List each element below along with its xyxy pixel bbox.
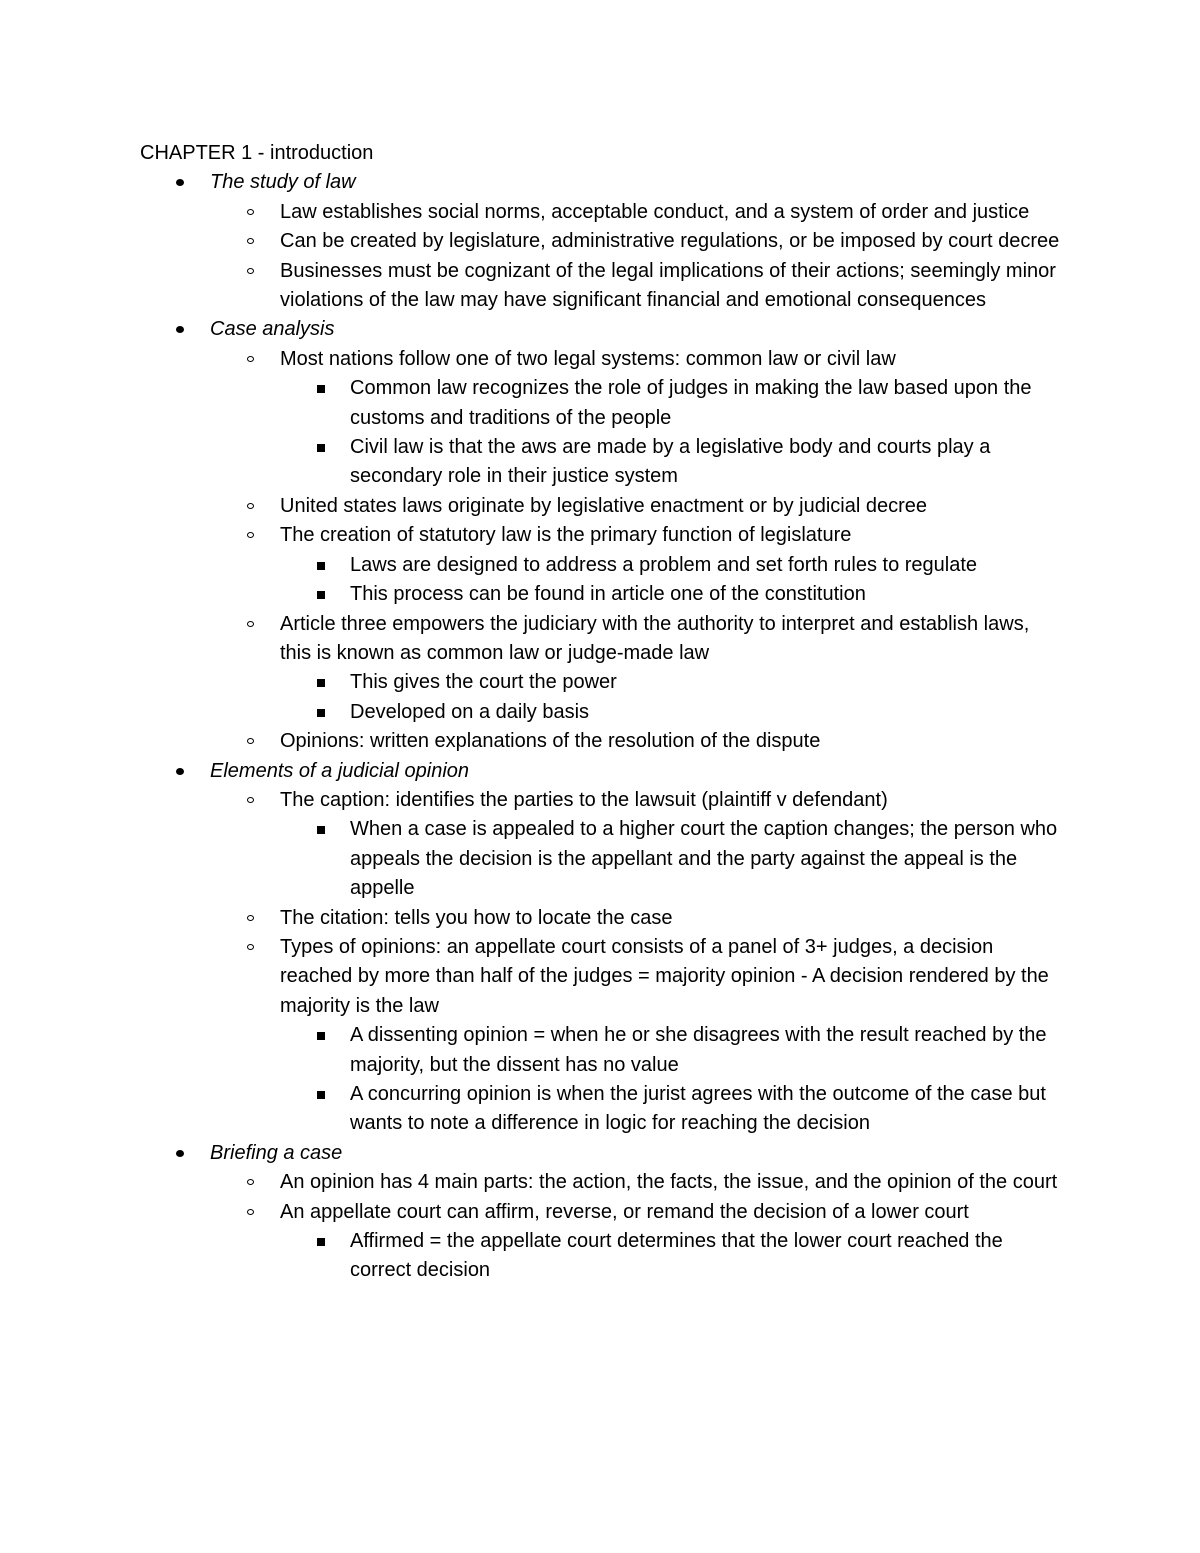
- nested-list: [140, 551, 1060, 610]
- section-title: The study of law: [210, 171, 356, 194]
- filled-bullet-icon: [176, 768, 184, 775]
- list-item-text: The caption: identifies the parties to the lawsuit (plaintiff v defendant): [280, 788, 888, 811]
- hollow-bullet-icon: [247, 1209, 254, 1215]
- nested-item-text: Laws are designed to address a problem and set forth rules to regulate: [350, 553, 978, 576]
- hollow-bullet-icon: [247, 532, 254, 538]
- list-item-text: The creation of statutory law is the primary function of legislature: [280, 524, 852, 547]
- filled-bullet-icon: [176, 1150, 184, 1157]
- list-item-text: Can be created by legislature, administrative regulations, or be imposed by court decree: [280, 230, 1060, 253]
- nested-list-item: [140, 698, 1060, 727]
- nested-item-text: A concurring opinion is when the jurist agrees with the outcome of the case but wants to note a difference in logic for reaching the decision: [350, 1083, 1046, 1135]
- list-item: [140, 904, 1060, 933]
- sub-list: [140, 786, 1060, 1139]
- square-bullet-icon: [317, 562, 325, 570]
- square-bullet-icon: [317, 826, 325, 834]
- list-item: [140, 345, 1060, 492]
- nested-list-item: [140, 1021, 1060, 1080]
- square-bullet-icon: [317, 1238, 325, 1246]
- list-item: [140, 521, 1060, 609]
- list-item-text: Law establishes social norms, acceptable conduct, and a system of order and justice: [280, 200, 1030, 223]
- hollow-bullet-icon: [247, 209, 254, 215]
- square-bullet-icon: [317, 1032, 325, 1040]
- nested-list-item: [140, 580, 1060, 609]
- list-item: [140, 933, 1060, 1139]
- hollow-bullet-icon: [247, 268, 254, 274]
- square-bullet-icon: [317, 591, 325, 599]
- section-title: Case analysis: [210, 318, 335, 341]
- nested-item-text: Affirmed = the appellate court determines that the lower court reached the correct decision: [350, 1230, 1003, 1282]
- list-item-text: An opinion has 4 main parts: the action, the facts, the issue, and the opinion of the court: [280, 1171, 1058, 1194]
- section-title: Briefing a case: [210, 1141, 343, 1164]
- square-bullet-icon: [317, 709, 325, 717]
- nested-list-item: [140, 374, 1060, 433]
- sub-list: [140, 345, 1060, 757]
- list-item-text: An appellate court can affirm, reverse, or remand the decision of a lower court: [280, 1200, 969, 1223]
- hollow-bullet-icon: [247, 915, 254, 921]
- hollow-bullet-icon: [247, 1179, 254, 1185]
- square-bullet-icon: [317, 385, 325, 393]
- list-item: [140, 786, 1060, 904]
- nested-list-item: [140, 433, 1060, 492]
- nested-list-item: [140, 1227, 1060, 1286]
- nested-item-text: Developed on a daily basis: [350, 700, 590, 723]
- filled-bullet-icon: [176, 326, 184, 333]
- nested-list: [140, 1227, 1060, 1286]
- sub-list: [140, 1168, 1060, 1286]
- square-bullet-icon: [317, 1091, 325, 1099]
- nested-list: [140, 1021, 1060, 1139]
- hollow-bullet-icon: [247, 503, 254, 509]
- hollow-bullet-icon: [247, 356, 254, 362]
- hollow-bullet-icon: [247, 238, 254, 244]
- section-item: [140, 315, 1060, 756]
- section-title: Elements of a judicial opinion: [210, 759, 470, 782]
- section-item: [140, 1139, 1060, 1286]
- filled-bullet-icon: [176, 179, 184, 186]
- nested-item-text: This process can be found in article one of the constitution: [350, 583, 866, 606]
- list-item: [140, 610, 1060, 728]
- square-bullet-icon: [317, 444, 325, 452]
- nested-item-text: This gives the court the power: [350, 671, 617, 694]
- list-item-text: United states laws originate by legislative enactment or by judicial decree: [280, 494, 928, 517]
- nested-item-text: When a case is appealed to a higher court the caption changes; the person who appeals the decision is the appellant and the party against the appeal is the appelle: [350, 818, 1058, 900]
- nested-list-item: [140, 1080, 1060, 1139]
- list-item: [140, 1168, 1060, 1197]
- list-item: [140, 1198, 1060, 1286]
- outline-list: [140, 168, 1060, 1285]
- section-item: [140, 757, 1060, 1139]
- nested-item-text: A dissenting opinion = when he or she disagrees with the result reached by the majority, but the dissent has no value: [350, 1024, 1047, 1076]
- list-item-text: Article three empowers the judiciary with the authority to interpret and establish laws, this is known as common law or judge-made law: [280, 612, 1030, 664]
- nested-list-item: [140, 551, 1060, 580]
- list-item-text: The citation: tells you how to locate the case: [280, 906, 673, 929]
- nested-item-text: Civil law is that the aws are made by a legislative body and courts play a secondary role in their justice system: [350, 436, 991, 488]
- nested-list: [140, 668, 1060, 727]
- nested-list: [140, 815, 1060, 903]
- hollow-bullet-icon: [247, 944, 254, 950]
- hollow-bullet-icon: [247, 621, 254, 627]
- nested-item-text: Common law recognizes the role of judges in making the law based upon the customs and traditions of the people: [350, 377, 1032, 429]
- list-item: [140, 198, 1060, 227]
- hollow-bullet-icon: [247, 797, 254, 803]
- nested-list: [140, 374, 1060, 492]
- chapter-heading: CHAPTER 1 - introduction: [140, 142, 374, 164]
- list-item: [140, 257, 1060, 316]
- list-item: [140, 727, 1060, 756]
- section-item: [140, 168, 1060, 315]
- list-item: [140, 227, 1060, 256]
- document-page: [140, 139, 1060, 1286]
- list-item-text: Opinions: written explanations of the resolution of the dispute: [280, 730, 821, 753]
- nested-list-item: [140, 668, 1060, 697]
- list-item-text: Most nations follow one of two legal systems: common law or civil law: [280, 347, 896, 370]
- square-bullet-icon: [317, 679, 325, 687]
- hollow-bullet-icon: [247, 738, 254, 744]
- sub-list: [140, 198, 1060, 316]
- list-item: [140, 492, 1060, 521]
- list-item-text: Businesses must be cognizant of the legal implications of their actions; seemingly minor violations of the law may have significant financial and emotional consequences: [280, 259, 1056, 312]
- nested-list-item: [140, 815, 1060, 903]
- list-item-text: Types of opinions: an appellate court consists of a panel of 3+ judges, a decision reached by more than half of the judges = majority opinion - A decision rendered by the majority is the law: [280, 935, 1049, 1017]
